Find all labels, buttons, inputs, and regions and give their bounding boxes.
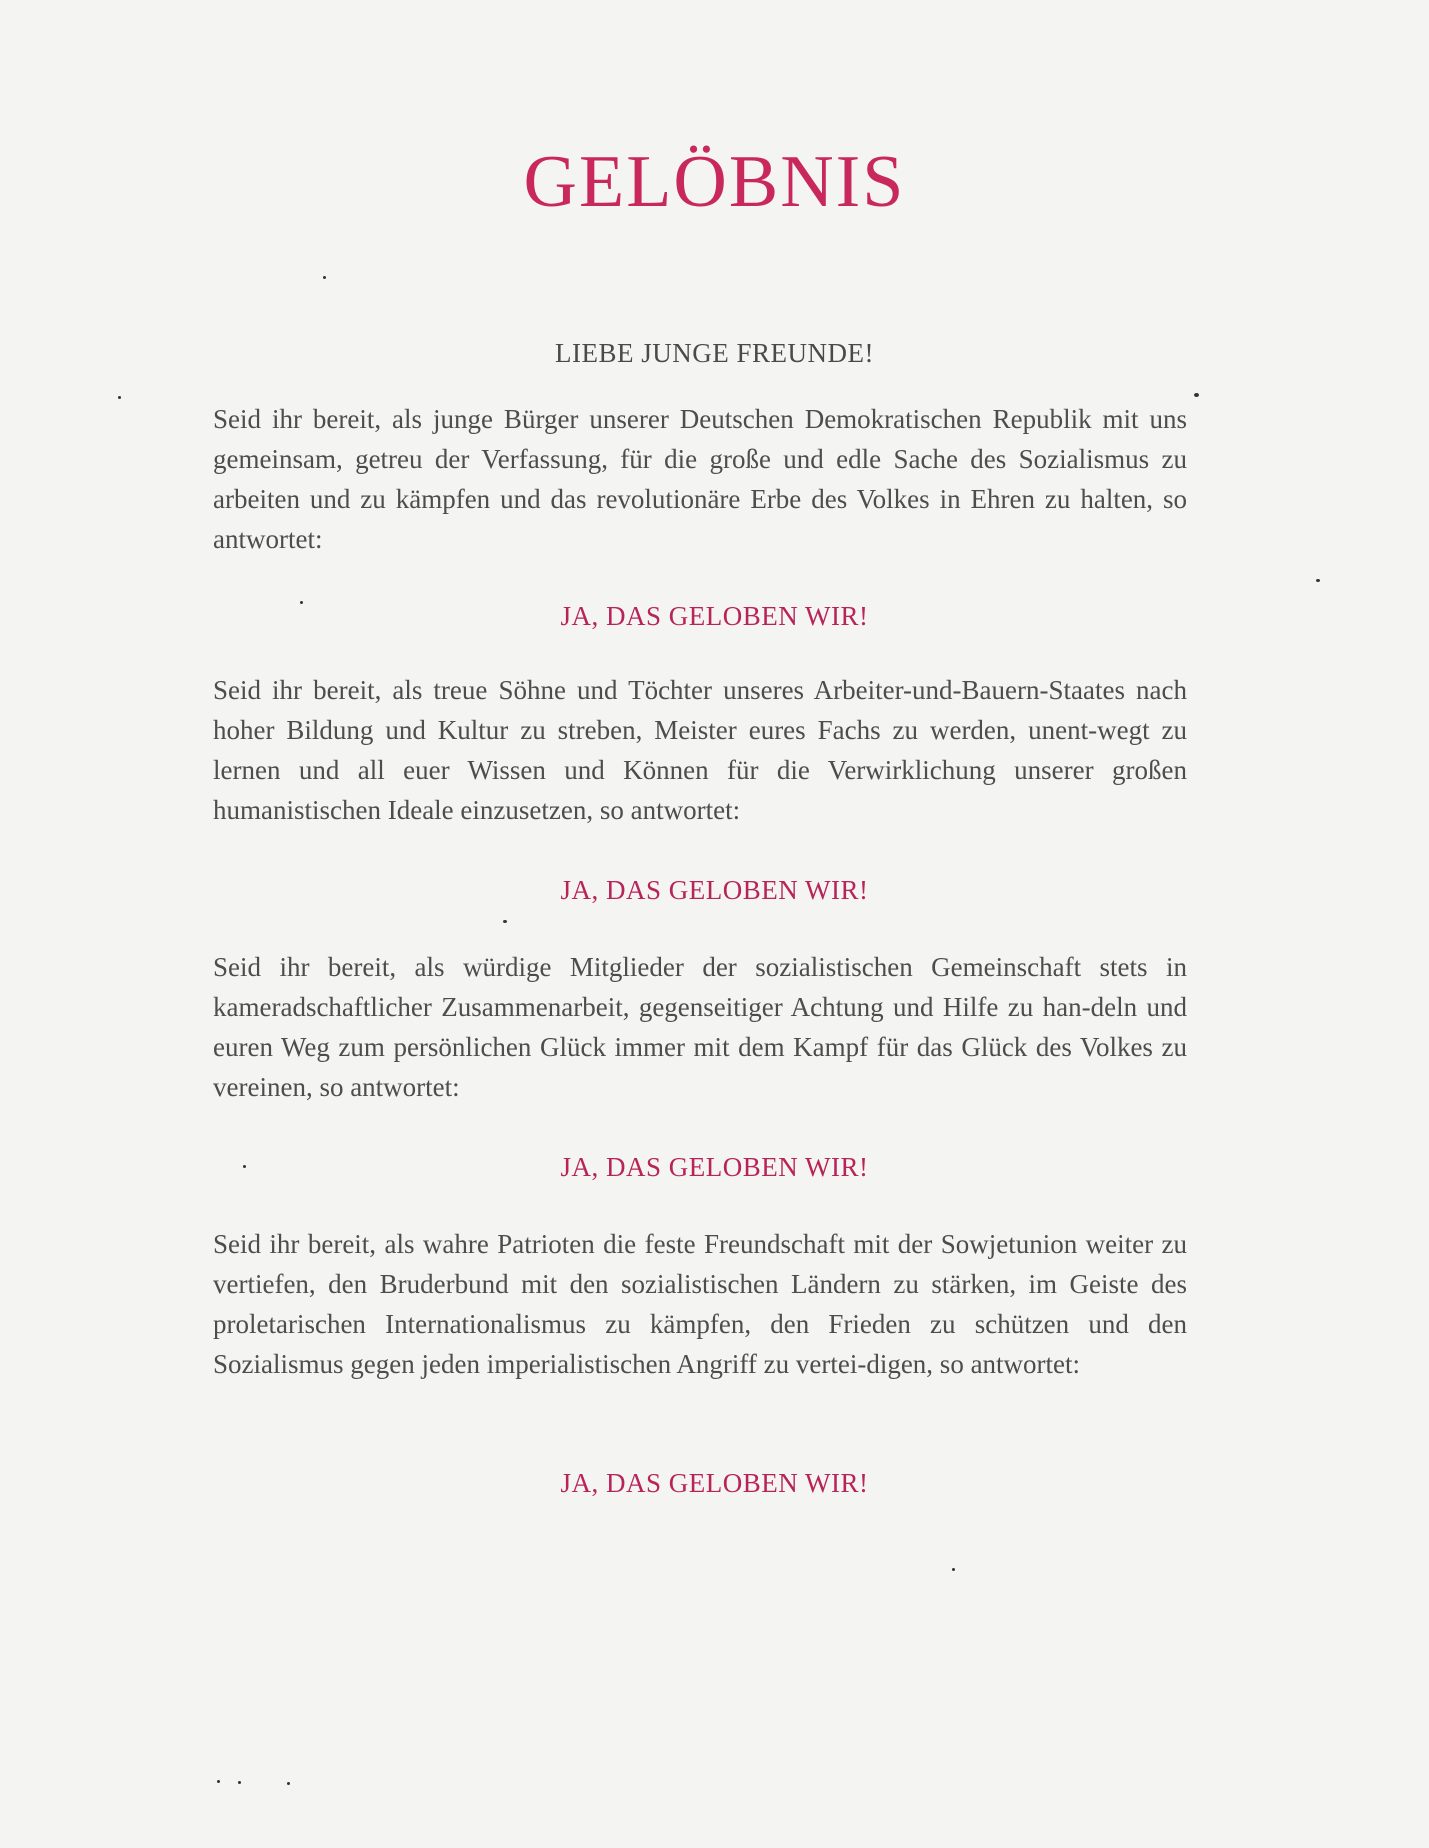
pledge-response-2: JA, DAS GELOBEN WIR! <box>560 875 869 905</box>
scan-speck <box>287 1782 290 1785</box>
scan-speck <box>243 1165 246 1168</box>
pledge-response-4: JA, DAS GELOBEN WIR! <box>560 1468 869 1498</box>
scan-speck <box>1316 579 1320 582</box>
salutation: LIEBE JUNGE FREUNDE! <box>555 338 874 368</box>
pledge-response-3: JA, DAS GELOBEN WIR! <box>560 1152 869 1182</box>
pledge-paragraph-3: Seid ihr bereit, als würdige Mitglieder der sozialistischen Gemeinschaft stets in kameradschaftlicher Zusammenarbeit, gegenseitiger Achtung und Hilfe zu han-deln und euren Weg zum persönlichen Glück immer mit dem Kampf für das Glück des Volkes zu vereinen, so antwortet: <box>213 952 1187 1102</box>
scan-speck <box>952 1568 955 1571</box>
scan-speck <box>118 396 121 399</box>
scan-speck <box>217 1780 220 1783</box>
pledge-response-1: JA, DAS GELOBEN WIR! <box>560 601 869 631</box>
page-title: GELÖBNIS <box>523 141 906 223</box>
pledge-paragraph-1: Seid ihr bereit, als junge Bürger unserer Deutschen Demokratischen Republik mit uns gemeinsam, getreu der Verfassung, für die große und edle Sache des Sozialismus zu arbeiten und zu kämpfen und das revolutionäre Erbe des Volkes in Ehren zu halten, so antwortet: <box>213 404 1187 554</box>
pledge-paragraph-2: Seid ihr bereit, als treue Söhne und Töchter unseres Arbeiter-und-Bauern-Staates nach hoher Bildung und Kultur zu streben, Meister eures Fachs zu werden, unent-wegt zu lernen und all euer Wissen und Können für die Verwirklichung unserer großen humanistischen Ideale einzusetzen, so antwortet: <box>213 675 1187 825</box>
scan-speck <box>323 276 326 279</box>
scan-speck <box>238 1781 241 1784</box>
scan-speck <box>300 601 303 604</box>
scan-speck <box>503 920 507 923</box>
scan-speck <box>1194 393 1199 397</box>
pledge-paragraph-4: Seid ihr bereit, als wahre Patrioten die feste Freundschaft mit der Sowjetunion weiter zu vertiefen, den Bruderbund mit den sozialistischen Ländern zu stärken, im Geiste des proletarischen Internationalismus zu kämpfen, den Frieden zu schützen und den Sozialismus gegen jeden imperialistischen Angriff zu vertei-digen, so antwortet: <box>213 1229 1187 1379</box>
